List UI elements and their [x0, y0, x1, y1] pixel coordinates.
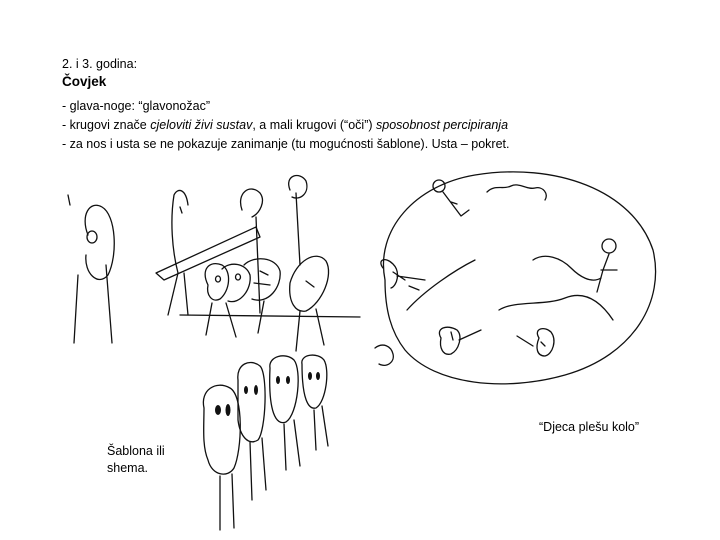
note-line-1 — [62, 98, 210, 115]
note-line-3 — [62, 136, 509, 153]
template-caption-line-1: Šablona ili — [107, 444, 165, 458]
note-2-text-a: - krugovi znače — [62, 118, 151, 132]
children-dancing-circle-drawing — [365, 160, 665, 405]
template-caption-line-2: shema. — [107, 461, 148, 475]
note-3-text: - za nos i usta se ne pokazuje zanimanje (tu mogućnosti šablone). Usta – pokret. — [62, 137, 510, 151]
circle-dance-caption: “Djeca plešu kolo” — [539, 420, 640, 434]
note-1-text: - glava-noge: “glavonožac” — [62, 99, 210, 113]
note-2-text-b: , a mali krugovi (“oči”) — [252, 118, 376, 132]
note-2-italic-b: sposobnost percipiranja — [376, 118, 509, 132]
template-faces-drawing — [190, 350, 350, 540]
subtitle: 2. i 3. godina: — [62, 57, 138, 71]
page-title: Čovjek — [62, 74, 107, 89]
note-2-italic-a: cjeloviti živi sustav — [150, 118, 253, 132]
note-line-2 — [62, 117, 508, 134]
